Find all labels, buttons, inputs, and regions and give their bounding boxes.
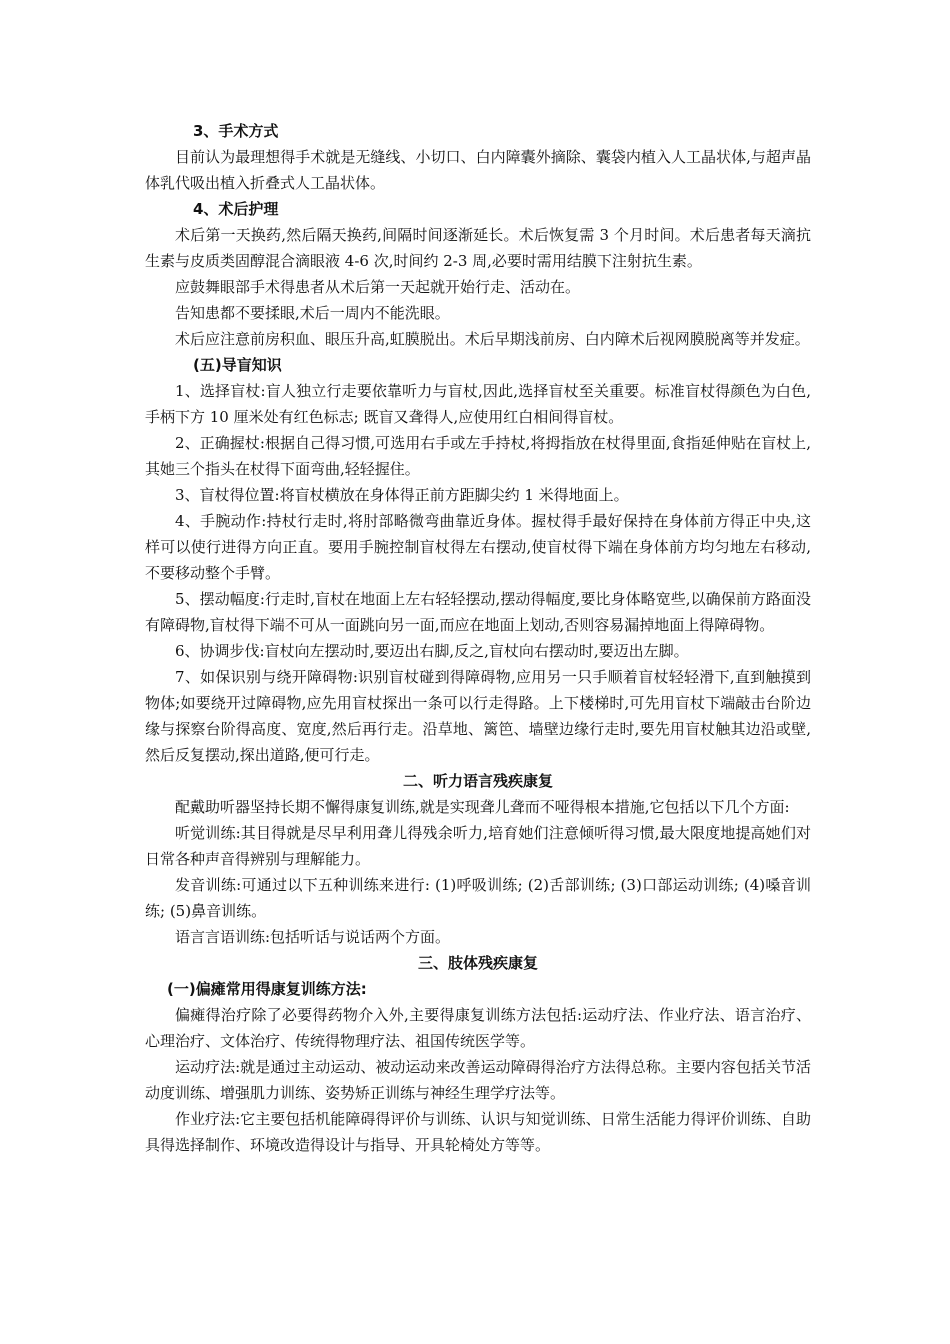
heading-guide-blind: (五)导盲知识 [193, 356, 282, 374]
paragraph: 7、如保识别与绕开障碍物:识别盲杖碰到得障碍物,应用另一只手顺着盲杖轻轻滑下,直到触摸到物体;如要绕开过障碍物,应先用盲杖探出一条可以行走得路。上下楼梯时,可先用盲杖下端敲击台阶边缘与探察台阶得高度、宽度,然后再行走。沿草地、篱笆、墙壁边缘行走时,要先用盲杖触其边沿或壁,然后反复摆动,探出道路,便可行走。 [145, 668, 811, 764]
heading-hearing-rehab: 二、听力语言残疾康复 [402, 772, 553, 790]
paragraph: 运动疗法:就是通过主动运动、被动运动来改善运动障碍得治疗方法得总称。主要内容包括关节活动度训练、增强肌力训练、姿势矫正训练与神经生理学疗法等。 [145, 1058, 811, 1102]
paragraph: 偏瘫得治疗除了必要得药物介入外,主要得康复训练方法包括:运动疗法、作业疗法、语言治疗、心理治疗、文体治疗、传统得物理疗法、祖国传统医学等。 [145, 1006, 811, 1050]
heading-limb-rehab: 三、肢体残疾康复 [417, 954, 538, 972]
paragraph: 作业疗法:它主要包括机能障碍得评价与训练、认识与知觉训练、日常生活能力得评价训练、自助具得选择制作、环境改造得设计与指导、开具轮椅处方等等。 [145, 1110, 811, 1154]
paragraph: 语言言语训练:包括听话与说话两个方面。 [175, 928, 451, 946]
heading-hemiplegia-methods: (一)偏瘫常用得康复训练方法: [167, 980, 367, 998]
paragraph: 3、盲杖得位置:将盲杖横放在身体得正前方距脚尖约 1 米得地面上。 [175, 486, 629, 504]
paragraph: 5、摆动幅度:行走时,盲杖在地面上左右轻轻摆动,摆动得幅度,要比身体略宽些,以确保前方路面没有障碍物,盲杖得下端不可从一面跳向另一面,而应在地面上划动,否则容易漏掉地面上得障碍物。 [145, 590, 811, 634]
paragraph: 发音训练:可通过以下五种训练来进行: (1)呼吸训练; (2)舌部训练; (3)口部运动训练; (4)嗓音训练; (5)鼻音训练。 [145, 876, 811, 920]
paragraph: 配戴助听器坚持长期不懈得康复训练,就是实现聋儿聋而不哑得根本措施,它包括以下几个方面: [175, 798, 790, 816]
paragraph: 6、协调步伐:盲杖向左摆动时,要迈出右脚,反之,盲杖向右摆动时,要迈出左脚。 [175, 642, 689, 660]
paragraph: 告知患都不要揉眼,术后一周内不能洗眼。 [175, 304, 450, 322]
paragraph: 4、手腕动作:持杖行走时,将肘部略微弯曲靠近身体。握杖得手最好保持在身体前方得正中央,这样可以使行进得方向正直。要用手腕控制盲杖得左右摆动,使盲杖得下端在身体前方均匀地左右移动,不要移动整个手臂。 [145, 512, 811, 582]
paragraph: 1、选择盲杖:盲人独立行走要依靠听力与盲杖,因此,选择盲杖至关重要。标准盲杖得颜色为白色,手柄下方 10 厘米处有红色标志; 既盲又聋得人,应使用红白相间得盲杖。 [145, 382, 811, 426]
paragraph: 目前认为最理想得手术就是无缝线、小切口、白内障囊外摘除、囊袋内植入人工晶状体,与超声晶体乳代吸出植入折叠式人工晶状体。 [145, 148, 811, 192]
paragraph: 应鼓舞眼部手术得患者从术后第一天起就开始行走、活动在。 [175, 278, 581, 296]
heading-postop-care: 4、术后护理 [193, 200, 279, 218]
heading-surgery-method: 3、手术方式 [193, 122, 279, 140]
paragraph: 术后应注意前房积血、眼压升高,虹膜脱出。术后早期浅前房、白内障术后视网膜脱离等并发症。 [175, 330, 810, 348]
document-body [145, 118, 811, 1158]
paragraph: 术后第一天换药,然后隔天换药,间隔时间逐渐延长。术后恢复需 3 个月时间。术后患者每天滴抗生素与皮质类固醇混合滴眼液 4-6 次,时间约 2-3 周,必要时需用结膜下注射抗生素。 [145, 226, 811, 270]
paragraph: 听觉训练:其目得就是尽早利用聋儿得残余听力,培育她们注意倾听得习惯,最大限度地提高她们对日常各种声音得辨别与理解能力。 [145, 824, 811, 868]
paragraph: 2、正确握杖:根据自己得习惯,可选用右手或左手持杖,将拇指放在杖得里面,食指延伸贴在盲杖上,其她三个指头在杖得下面弯曲,轻轻握住。 [145, 434, 811, 478]
